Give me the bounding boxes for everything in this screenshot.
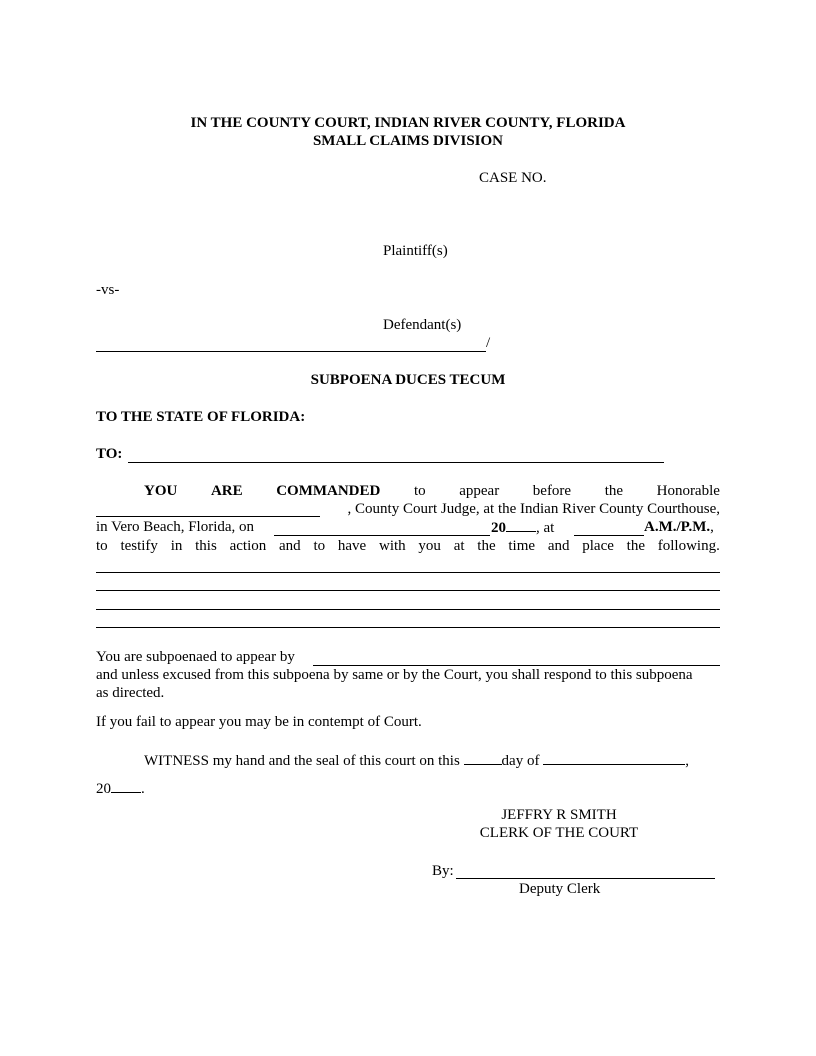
- contempt-notice: If you fail to appear you may be in contempt of Court.: [96, 714, 422, 730]
- command-line-4-word: at: [453, 538, 465, 554]
- items-line-2[interactable]: [96, 590, 720, 591]
- deputy-signature-field[interactable]: [456, 878, 715, 879]
- command-word-the: the: [604, 483, 624, 499]
- command-line-4-word: and: [279, 538, 301, 554]
- witness-month-field[interactable]: [543, 752, 685, 765]
- plaintiff-label: Plaintiff(s): [383, 243, 448, 259]
- items-line-1[interactable]: [96, 572, 720, 573]
- items-line-4[interactable]: [96, 627, 720, 628]
- judge-name-field[interactable]: [96, 516, 320, 517]
- command-line-4-word: you: [418, 538, 441, 554]
- deputy-clerk-label: Deputy Clerk: [519, 881, 601, 897]
- day-of-text: day of: [501, 753, 540, 769]
- witness-text: WITNESS my hand and the seal of this court on this: [144, 753, 460, 769]
- ampm-group: A.M./P.M.,: [644, 519, 714, 535]
- command-word-you: YOU: [144, 483, 178, 499]
- command-line-4-word: time: [508, 538, 536, 554]
- witness-year-prefix: 20: [96, 781, 111, 797]
- caption-end-slash: /: [486, 335, 491, 351]
- defendant-label: Defendant(s): [383, 317, 462, 333]
- command-line-4-word: and: [547, 538, 570, 554]
- command-line-4: [96, 538, 720, 555]
- versus-label: -vs-: [96, 282, 120, 298]
- command-line-4-word: in: [170, 538, 183, 554]
- command-line-4-word: following.: [657, 538, 720, 554]
- to-recipient-field[interactable]: [128, 462, 664, 463]
- command-line-4-word: the: [626, 538, 645, 554]
- at-text: , at: [536, 520, 555, 536]
- judge-courthouse-text: , County Court Judge, at the Indian River County Courthouse,: [347, 501, 720, 517]
- appearance-time-field[interactable]: [574, 535, 644, 536]
- appearance-year-field[interactable]: [506, 519, 536, 532]
- command-word-to: to: [413, 483, 426, 499]
- command-line-4-word: the: [477, 538, 496, 554]
- command-line-4-word: this: [195, 538, 217, 554]
- appear-by-line-2: and unless excused from this subpoena by same or by the Court, you shall respond to this subpoena: [96, 667, 693, 683]
- ampm-label: A.M./P.M.: [644, 519, 711, 535]
- to-state-heading: TO THE STATE OF FLORIDA:: [96, 409, 306, 425]
- witness-line: WITNESS my hand and the seal of this court on this day of ,: [144, 753, 689, 769]
- clerk-name: JEFFRY R SMITH: [501, 807, 617, 823]
- witness-year-field[interactable]: [111, 780, 141, 793]
- command-word-are: ARE: [210, 483, 243, 499]
- command-word-honorable: Honorable: [656, 483, 720, 499]
- command-word-commanded: COMMANDED: [276, 483, 381, 499]
- items-line-3[interactable]: [96, 609, 720, 610]
- to-label: TO:: [96, 446, 123, 462]
- case-no-label: CASE NO.: [479, 170, 547, 186]
- command-line-1: [96, 483, 720, 500]
- command-word-before: before: [532, 483, 572, 499]
- command-word-appear: appear: [459, 483, 500, 499]
- command-line-4-word: to: [313, 538, 326, 554]
- appearance-year-group: [491, 519, 554, 537]
- by-label: By:: [432, 863, 454, 879]
- command-line-4-word: action: [229, 538, 267, 554]
- appear-by-field[interactable]: [313, 665, 720, 666]
- command-line-4-word: with: [378, 538, 406, 554]
- command-line-4-word: testify: [120, 538, 158, 554]
- year-prefix: 20: [491, 520, 506, 536]
- appearance-date-field[interactable]: [274, 535, 490, 536]
- witness-day-field[interactable]: [464, 752, 502, 765]
- caption-rule: [96, 351, 486, 352]
- witness-year-line: 20 .: [96, 781, 145, 797]
- document-title: SUBPOENA DUCES TECUM: [310, 372, 506, 388]
- vero-beach-text: in Vero Beach, Florida, on: [96, 519, 255, 535]
- clerk-title: CLERK OF THE COURT: [479, 825, 639, 841]
- court-title: IN THE COUNTY COURT, INDIAN RIVER COUNTY, FLORIDA: [190, 115, 626, 131]
- appear-by-line-3: as directed.: [96, 685, 165, 701]
- command-line-4-word: have: [337, 538, 367, 554]
- command-line-4-word: to: [96, 538, 108, 554]
- division-title: SMALL CLAIMS DIVISION: [312, 133, 504, 149]
- command-line-4-word: place: [582, 538, 614, 554]
- appear-by-label: You are subpoenaed to appear by: [96, 649, 295, 665]
